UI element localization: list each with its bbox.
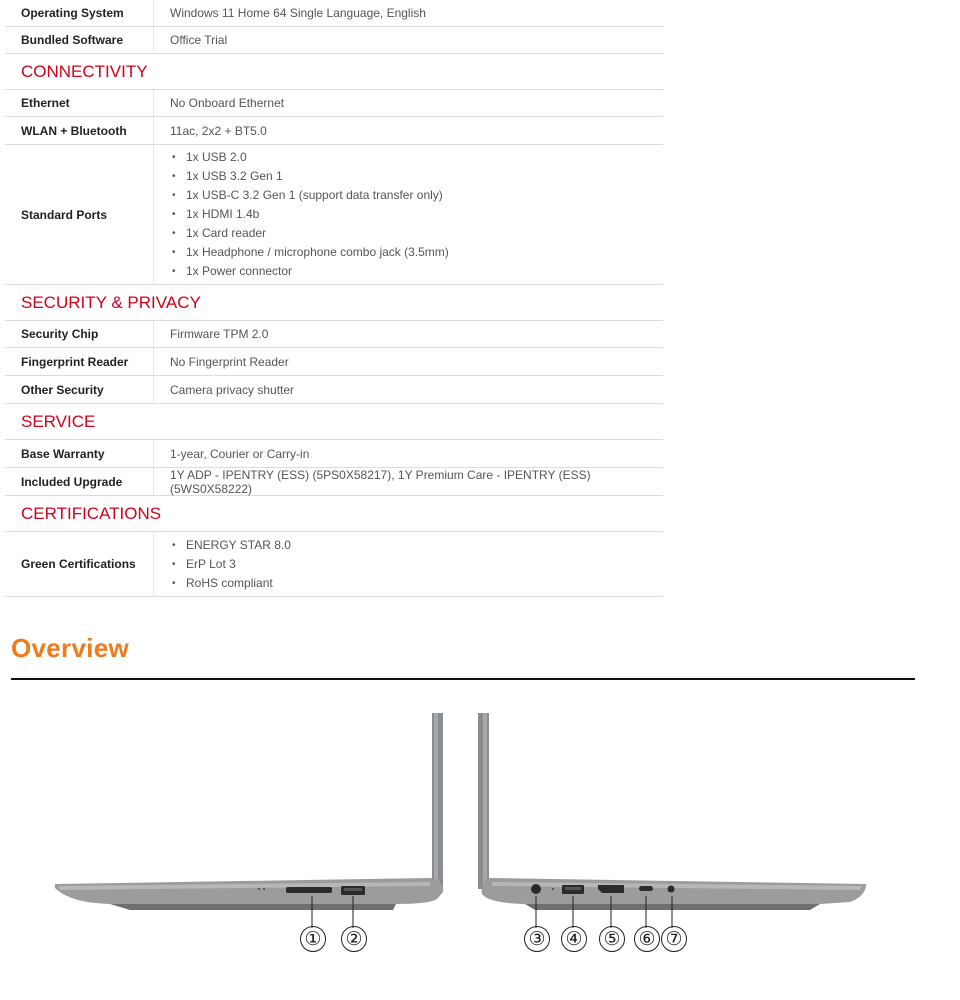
spec-row-os — [5, 0, 663, 27]
callout-3: ③ — [524, 926, 550, 952]
spec-value: 1-year, Courier or Carry-in — [170, 446, 310, 461]
list-item: • ENERGY STAR 8.0 — [186, 536, 291, 555]
spec-value: No Onboard Ethernet — [170, 96, 285, 110]
spec-value — [154, 532, 663, 596]
overview-heading: Overview — [11, 633, 130, 663]
spec-label: Ethernet — [5, 90, 154, 116]
callout-2: ② — [341, 926, 367, 952]
list-item: • RoHS compliant — [186, 574, 291, 593]
list-item: • 1x USB-C 3.2 Gen 1 (support data transfer only) — [186, 186, 449, 205]
spec-row-green-cert — [5, 532, 663, 597]
section-title-security: SECURITY & PRIVACY — [5, 285, 663, 321]
spec-row-fingerprint — [5, 348, 663, 376]
list-item: • 1x HDMI 1.4b — [186, 205, 449, 224]
spec-label: WLAN + Bluetooth — [5, 117, 154, 144]
spec-value — [154, 145, 663, 284]
list-item: • 1x Card reader — [186, 224, 449, 243]
list-item: • 1x USB 2.0 — [186, 148, 449, 167]
list-item: • 1x Power connector — [186, 262, 449, 281]
spec-value: Office Trial — [170, 33, 228, 47]
spec-row-software — [5, 27, 663, 54]
callout-1: ① — [300, 926, 326, 952]
section-title-service: SERVICE — [5, 404, 663, 440]
spec-label: Standard Ports — [5, 145, 154, 284]
spec-row-ethernet — [5, 90, 663, 117]
spec-label: Included Upgrade — [5, 468, 154, 495]
spec-row-ports — [5, 145, 663, 285]
laptop-left-side-view — [55, 713, 443, 928]
callout-6: ⑥ — [634, 926, 660, 952]
spec-value: No Fingerprint Reader — [170, 354, 289, 369]
cert-list — [170, 536, 291, 593]
spec-row-warranty — [5, 440, 663, 468]
laptop-right-side-view — [478, 713, 866, 928]
ports-list — [170, 148, 449, 281]
spec-label: Security Chip — [5, 321, 154, 347]
spec-value: Firmware TPM 2.0 — [170, 327, 269, 341]
spec-row-wlan — [5, 117, 663, 145]
list-item: • 1x Headphone / microphone combo jack (3.5mm) — [186, 243, 449, 262]
spec-label: Green Certifications — [5, 532, 154, 596]
laptop-side-views-image — [0, 700, 960, 930]
spec-row-upgrade — [5, 468, 663, 496]
callout-4: ④ — [561, 926, 587, 952]
callout-7: ⑦ — [661, 926, 687, 952]
section-title-certifications: CERTIFICATIONS — [5, 496, 663, 532]
callout-5: ⑤ — [599, 926, 625, 952]
spec-label: Bundled Software — [5, 27, 154, 53]
spec-value: Windows 11 Home 64 Single Language, English — [170, 6, 426, 20]
section-title-connectivity: CONNECTIVITY — [5, 54, 663, 90]
spec-value: 1Y ADP - IPENTRY (ESS) (5PS0X58217), 1Y Premium Care - IPENTRY (ESS) (5WS0X58222) — [170, 467, 591, 496]
spec-value: 11ac, 2x2 + BT5.0 — [170, 123, 267, 138]
list-item: • 1x USB 3.2 Gen 1 — [186, 167, 449, 186]
spec-table — [5, 0, 663, 597]
spec-label: Base Warranty — [5, 440, 154, 467]
spec-label: Operating System — [5, 0, 154, 26]
spec-row-other-security — [5, 376, 663, 404]
spec-value: Camera privacy shutter — [170, 382, 295, 397]
spec-label: Other Security — [5, 376, 154, 403]
overview-divider — [11, 678, 915, 680]
list-item: • ErP Lot 3 — [186, 555, 291, 574]
spec-row-security-chip — [5, 321, 663, 348]
spec-label: Fingerprint Reader — [5, 348, 154, 375]
